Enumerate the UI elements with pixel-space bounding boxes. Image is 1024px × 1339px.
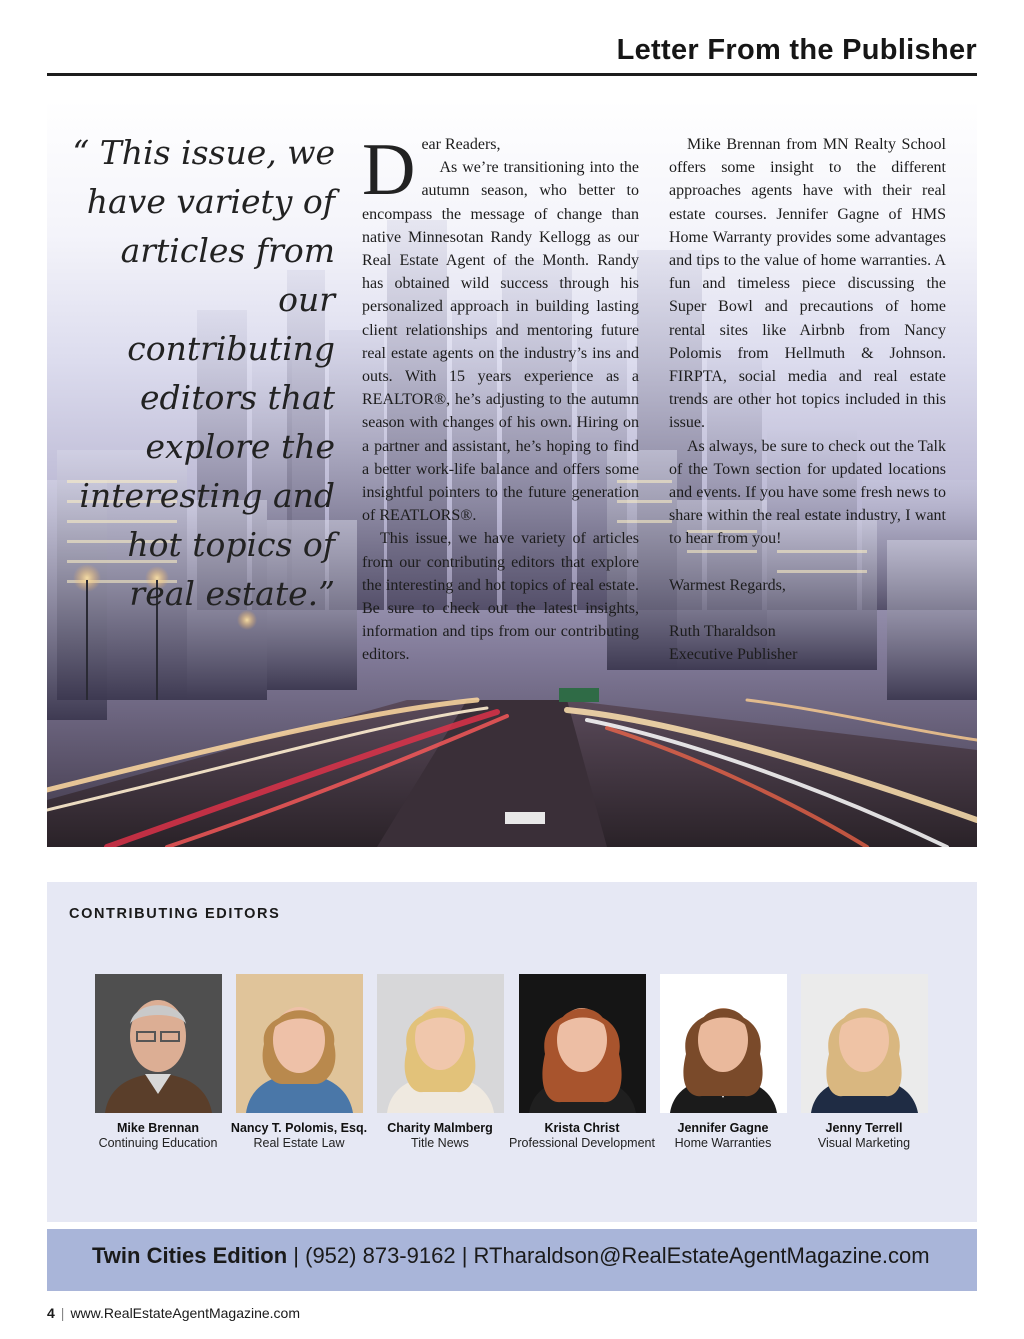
footer-separator: | [60,1305,65,1321]
editor-card [789,974,939,1150]
editor-name: Nancy T. Polomis, Esq. [230,1121,368,1135]
editor-card [365,974,515,1150]
letter-paragraph-3: Mike Brennan from MN Realty School offers some insight to the different approaches agents have with their real estate courses. Jennifer Gagne of HMS Home Warranty provides some advantages and tips to the value of home warranties. A fun and timeless piece discussing the Super Bowl and precautions of home rental sites like Airbnb from Nancy Polomis from Hellmuth & Johnson. FIRPTA, social media and real estate trends are other hot topics included in this issue. [669,136,946,432]
edition-name: Twin Cities Edition [92,1243,288,1268]
editor-name: Jennifer Gagne [677,1121,769,1135]
editor-photo [236,974,363,1113]
website-link[interactable]: www.RealEstateAgentMagazine.com [70,1305,300,1321]
editor-photo [377,974,504,1113]
phone-number: (952) 873-9162 [305,1243,456,1268]
banner-text [92,1243,930,1269]
banner-separator: | [461,1243,468,1268]
editor-card [83,974,233,1150]
editor-photo [801,974,928,1113]
editor-role: Real Estate Law [253,1136,345,1150]
contributing-editors-section [47,882,977,1222]
editor-role: Title News [411,1136,469,1150]
editor-role: Continuing Education [98,1136,218,1150]
editor-photo [95,974,222,1113]
title-rule [47,73,977,76]
letter-paragraph-2: This issue, we have variety of articles from our contributing editors that explore the interesting and hot topics of real estate. Be sure to check out the latest insights, information and tips from our contributing editors. [362,530,639,664]
editor-card [224,974,374,1150]
signer-title: Executive Publisher [669,646,798,664]
email-link[interactable]: RTharaldson@RealEstateAgentMagazine.com [473,1243,930,1268]
editor-photo [660,974,787,1113]
editor-role: Professional Development [509,1136,655,1150]
drop-cap: D [362,129,416,211]
contact-banner [47,1229,977,1291]
letter-column-2 [669,133,946,666]
letter-paragraph-1: As we’re transitioning into the autumn season, who better to encompass the message of change than native Minnesotan Randy Kellogg as our Real Estate Agent of the Month. Randy has obtained wild success through his personalized approach in building lasting client relationships and mentoring future real estate agents on the industry’s ins and outs. With 15 years experience as a REALTOR®, he’s adjusting to the autumn season with changes of his own. Hiring on a partner and assistant, he’s hoping to find a better work-life balance and offers some insightful pointers to the future generation of REATLORS®. [362,159,639,525]
salutation-text: ear Readers, [421,136,501,153]
closing: Warmest Regards, [669,576,786,594]
page-footer [47,1305,300,1321]
page-title: Letter From the Publisher [616,34,977,66]
editor-name: Krista Christ [544,1121,620,1135]
editor-card [507,974,657,1150]
editor-role: Home Warranties [674,1136,772,1150]
editor-card [648,974,798,1150]
editor-role: Visual Marketing [817,1136,911,1150]
editor-name: Mike Brennan [117,1121,199,1135]
pull-quote: “ This issue, we have variety of articles from our contributing editors that explore the interesting and hot topics of real estate.” [72,133,335,613]
salutation [362,129,639,211]
banner-separator: | [293,1243,299,1268]
section-heading: CONTRIBUTING EDITORS [69,906,281,922]
signer-name: Ruth Tharaldson [669,622,776,640]
editor-name: Charity Malmberg [387,1121,493,1135]
page-number: 4 [47,1305,55,1321]
letter-column-1 [362,129,639,667]
editor-name: Jenny Terrell [825,1121,903,1135]
editor-photo [519,974,646,1113]
letter-paragraph-4: As always, be sure to check out the Talk of the Town section for updated locations and events. If you have some fresh news to share within the real estate industry, I want to hear from you! [669,437,946,548]
